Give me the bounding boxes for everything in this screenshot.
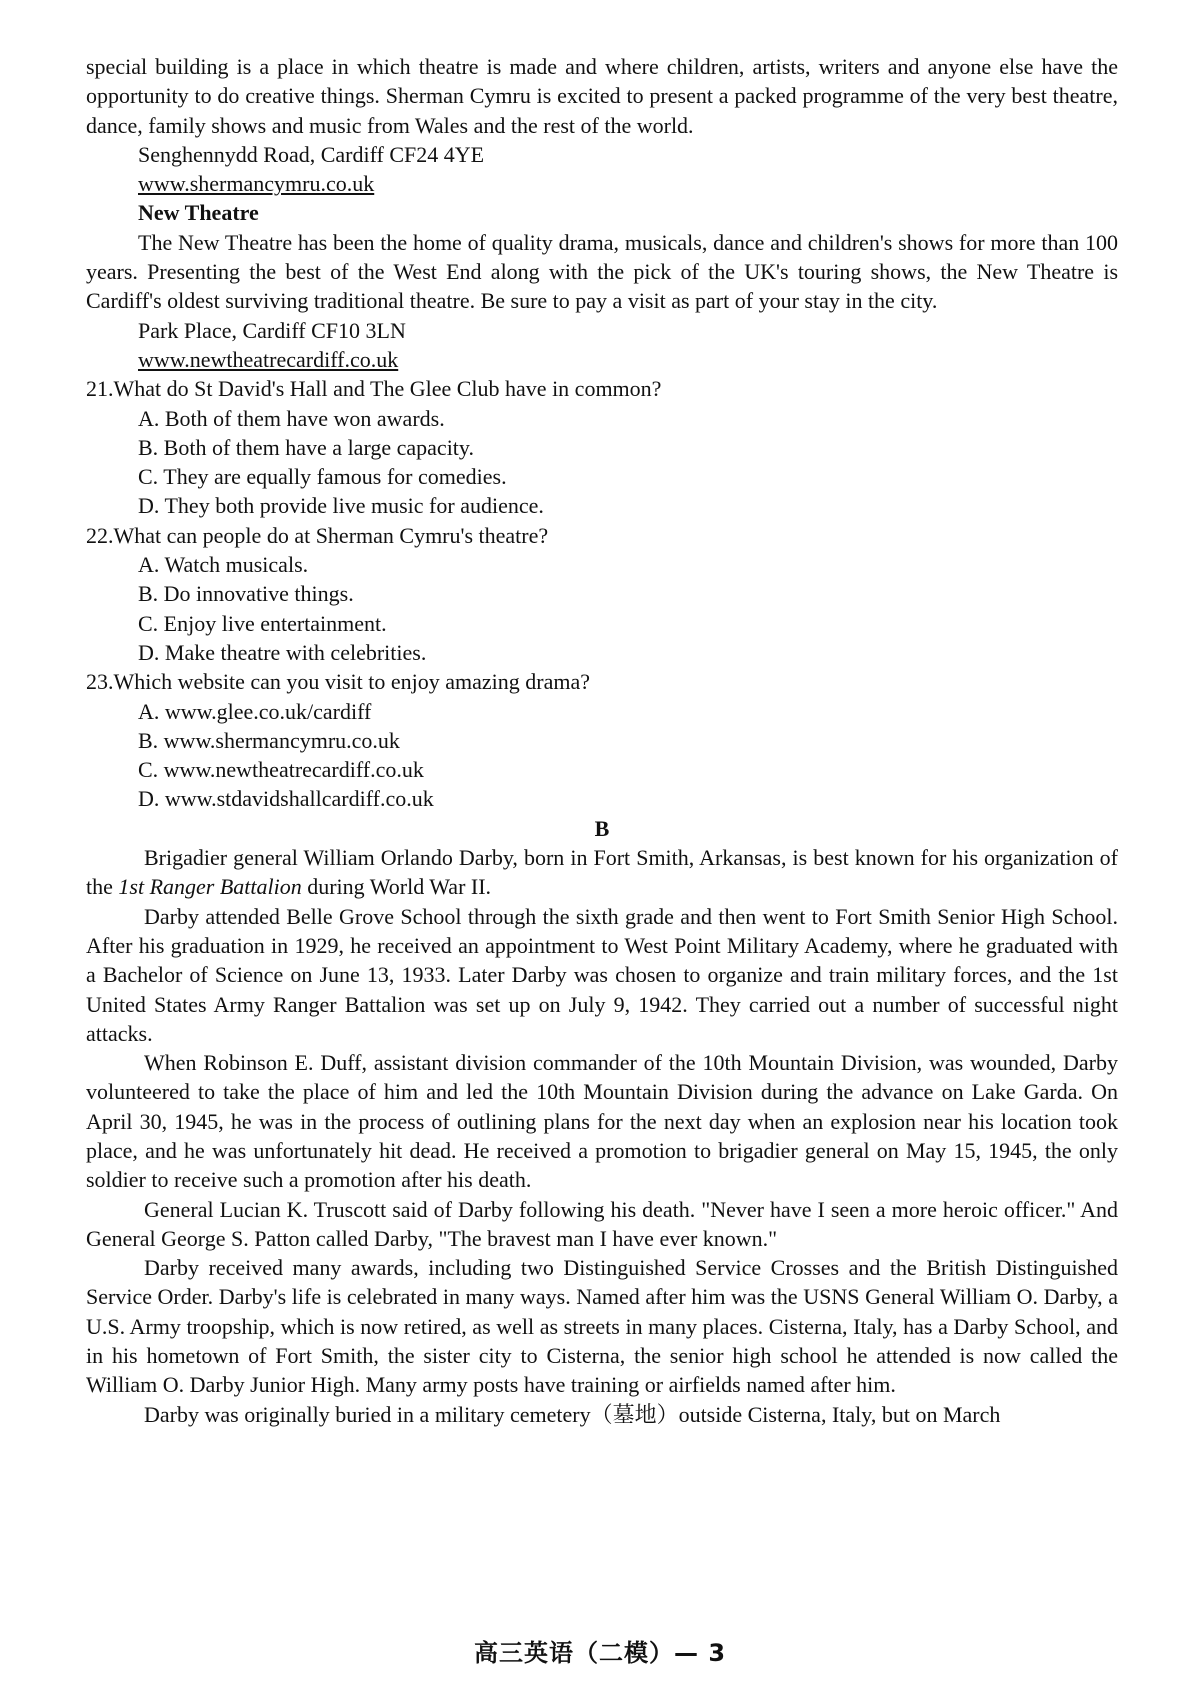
sherman-cymru-url [86, 169, 1118, 198]
question-22-option-a: A. Watch musicals. [138, 552, 309, 578]
question-23-option-d: D. www.stdavidshallcardiff.co.uk [138, 786, 434, 812]
question-21-option-c: C. They are equally famous for comedies. [138, 464, 507, 490]
new-theatre-paragraph: The New Theatre has been the home of quality drama, musicals, dance and children's shows for more than 100 years. Presenting the best of the West End along with the pick of the UK's touring shows, the New Theatre is Cardiff's oldest surviving traditional theatre. Be sure to pay a visit as part of your stay in the city. [86, 229, 1118, 314]
battalion-name-italic: 1st Ranger Battalion [118, 874, 302, 900]
sherman-cymru-link: www.shermancymru.co.uk [138, 171, 375, 197]
darby-paragraph-5: Darby received many awards, including two Distinguished Service Crosses and the British Distinguished Service Order. Darby's life is celebrated in many ways. Named after him was the USNS General William O. Darby, a U.S. Army troopship, which is now retired, as well as streets in many places. Cisterna, Italy, has a Darby School, and in his hometown of Fort Smith, the sister city to Cisterna, the senior high school he attended is now called the William O. Darby Junior High. Many army posts have training or airfields named after him. [86, 1255, 1118, 1398]
new-theatre-link: www.newtheatrecardiff.co.uk [138, 346, 399, 372]
question-23-option-c: C. www.newtheatrecardiff.co.uk [138, 757, 424, 783]
question-23: 23.Which website can you visit to enjoy amazing drama? [86, 669, 591, 695]
darby-paragraph-6: Darby was originally buried in a military cemetery（墓地）outside Cisterna, Italy, but on March [144, 1401, 1001, 1427]
question-22: 22.What can people do at Sherman Cymru's theatre? [86, 522, 549, 548]
question-21-option-a: A. Both of them have won awards. [138, 405, 445, 431]
page-content [86, 52, 1118, 1429]
question-22-option-d: D. Make theatre with celebrities. [138, 639, 427, 665]
question-23-option-b: B. www.shermancymru.co.uk [138, 727, 400, 753]
question-21-option-d: D. They both provide live music for audience. [138, 493, 544, 519]
question-21: 21.What do St David's Hall and The Glee Club have in common? [86, 376, 662, 402]
darby-p1-text: Brigadier general William Orlando Darby, born in Fort Smith, Arkansas, is best known for his organization of the [86, 845, 1118, 900]
sherman-cymru-paragraph: special building is a place in which theatre is made and where children, artists, writers and anyone else have the opportunity to do creative things. Sherman Cymru is excited to present a packed programme of the very best theatre, dance, family shows and music from Wales and the rest of the world. [86, 54, 1118, 138]
new-theatre-url [86, 345, 1118, 374]
new-theatre-heading: New Theatre [138, 200, 259, 226]
darby-paragraph-1 [86, 843, 1118, 902]
question-22-option-c: C. Enjoy live entertainment. [138, 610, 387, 636]
page-footer: 高三英语（二模）— 3 [473, 1639, 727, 1667]
sherman-cymru-address: Senghennydd Road, Cardiff CF24 4YE [138, 141, 485, 167]
question-23-option-a: A. www.glee.co.uk/cardiff [138, 698, 372, 724]
question-21-option-b: B. Both of them have a large capacity. [138, 434, 474, 460]
darby-paragraph-2: Darby attended Belle Grove School through the sixth grade and then went to Fort Smith Senior High School. After his graduation in 1929, he received an appointment to West Point Military Academy, where he graduated with a Bachelor of Science on June 13, 1933. Later Darby was chosen to organize and train military forces, and the 1st United States Army Ranger Battalion was set up on July 9, 1942. They carried out a number of successful night attacks. [86, 903, 1118, 1046]
new-theatre-address: Park Place, Cardiff CF10 3LN [138, 317, 406, 343]
question-22-option-b: B. Do innovative things. [138, 581, 354, 607]
section-b-label: B [594, 815, 610, 841]
darby-paragraph-3: When Robinson E. Duff, assistant division commander of the 10th Mountain Division, was wounded, Darby volunteered to take the place of him and led the 10th Mountain Division during the advance on Lake Garda. On April 30, 1945, he was in the process of outlining plans for the next day when an explosion near his location took place, and he was unfortunately hit dead. He received a promotion to brigadier general on May 15, 1945, the only soldier to receive such a promotion after his death. [86, 1050, 1118, 1193]
darby-p1-text-end: during World War II. [301, 874, 492, 900]
darby-paragraph-4: General Lucian K. Truscott said of Darby following his death. "Never have I seen a more heroic officer." And General George S. Patton called Darby, "The bravest man I have ever known." [86, 1196, 1118, 1251]
